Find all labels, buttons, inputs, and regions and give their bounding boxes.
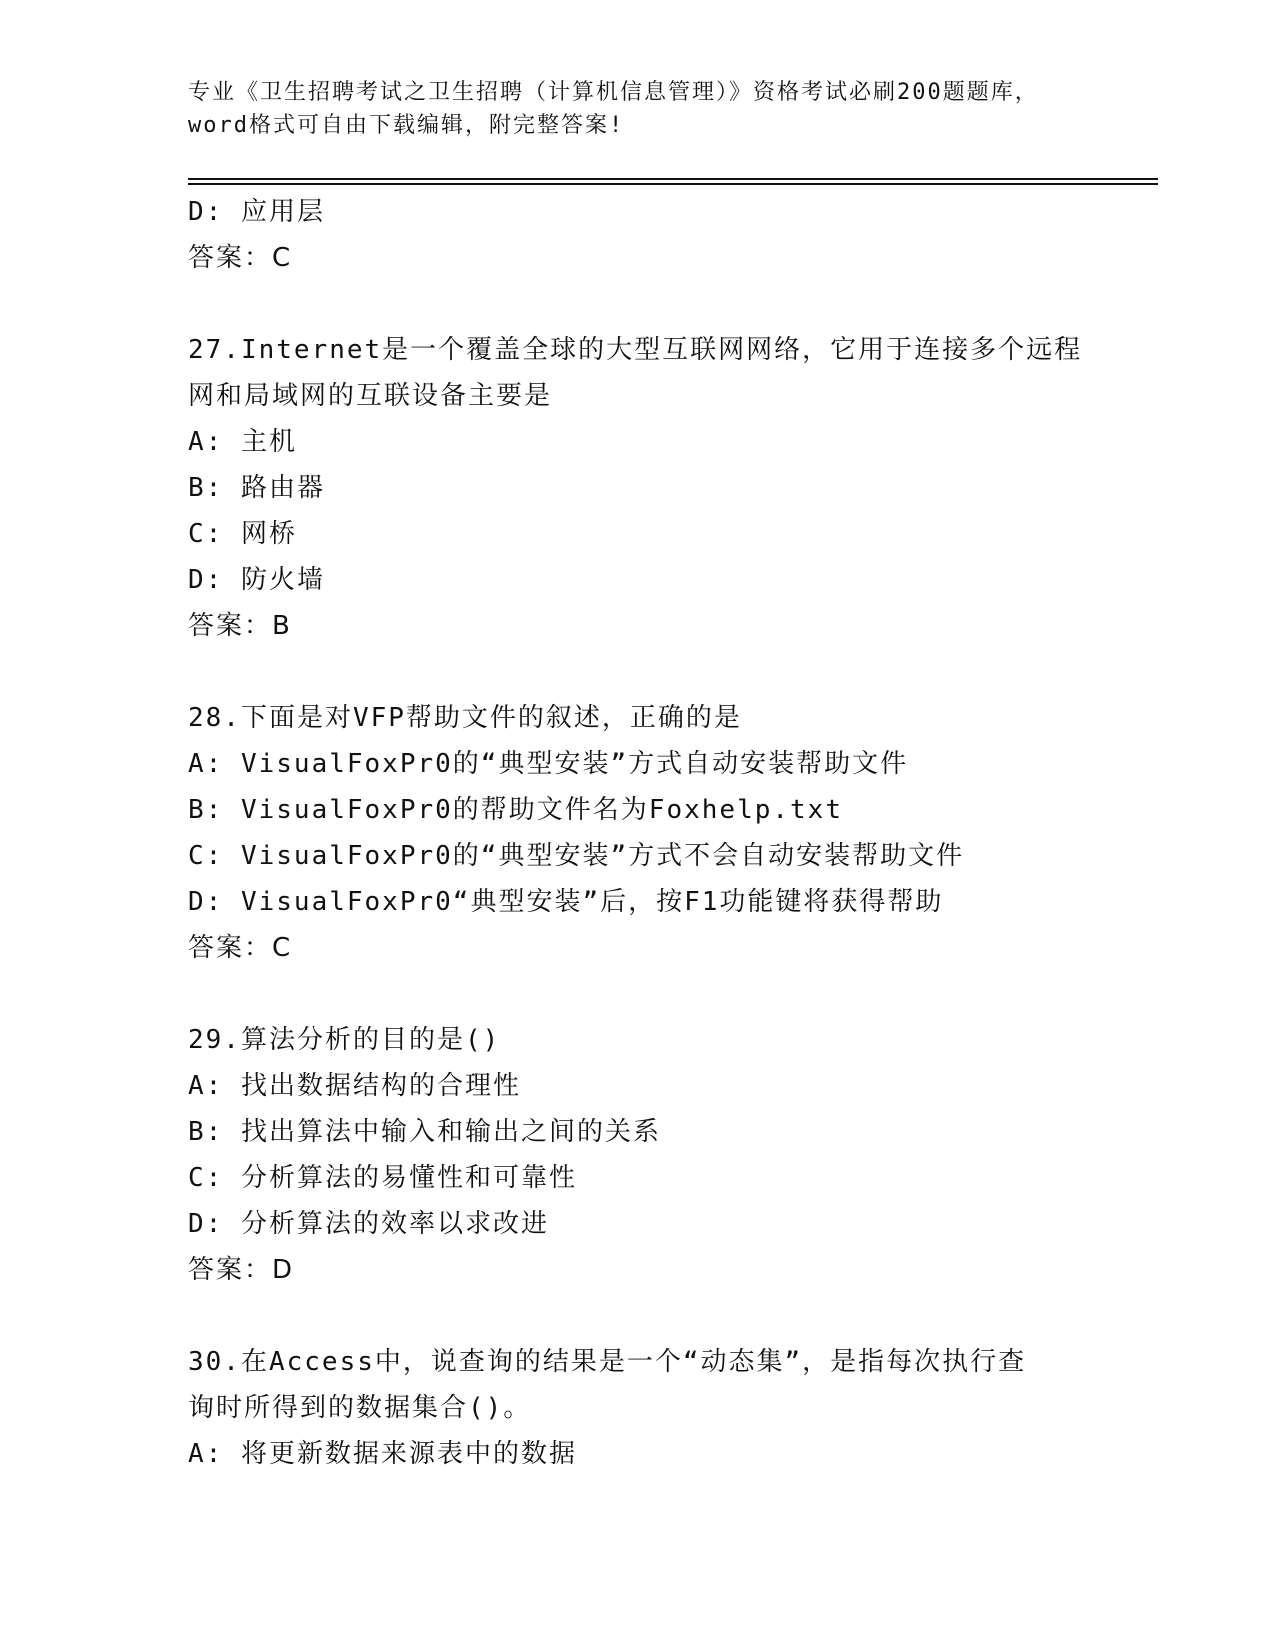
question-28 [188,695,1088,971]
answer-label: 答案：C [188,933,293,963]
question-26-tail [188,189,1088,281]
option-a: A: 将更新数据来源表中的数据 [188,1439,577,1469]
header-divider-top [188,178,1158,180]
header-title-line-2: word格式可自由下载编辑，附完整答案! [188,113,625,138]
answer-label: 答案：D [188,1255,295,1285]
option-c: C: VisualFoxPr0的“典型安装”方式不会自动安装帮助文件 [188,841,965,871]
question-list [188,189,1088,1477]
option-b: B: 找出算法中输入和输出之间的关系 [188,1117,661,1147]
header-divider-bottom [188,183,1158,185]
option-a: A: 找出数据结构的合理性 [188,1071,521,1101]
question-stem: 27.Internet是一个覆盖全球的大型互联网网络，它用于连接多个远程 [188,335,1083,365]
document-header [188,76,1088,142]
question-stem: 29.算法分析的目的是() [188,1025,501,1055]
question-gap [188,971,1088,1017]
answer-label: 答案：C [188,243,293,273]
option-c: C: 网桥 [188,519,297,549]
question-gap [188,281,1088,327]
question-30 [188,1339,1088,1477]
option-b: B: VisualFoxPr0的帮助文件名为Foxhelp.txt [188,795,843,825]
option-c: C: 分析算法的易懂性和可靠性 [188,1163,577,1193]
option-d: D: 防火墙 [188,565,325,595]
option-d: D: VisualFoxPr0“典型安装”后，按F1功能键将获得帮助 [188,887,944,917]
option-a: A: 主机 [188,427,297,457]
question-gap [188,649,1088,695]
option-d: D: 分析算法的效率以求改进 [188,1209,549,1239]
header-title-line-1: 专业《卫生招聘考试之卫生招聘（计算机信息管理）》资格考试必刷200题题库， [188,80,1039,105]
question-gap [188,1293,1088,1339]
question-stem-continued: 网和局域网的互联设备主要是 [188,381,553,411]
option-b: B: 路由器 [188,473,325,503]
question-27 [188,327,1088,649]
option-a: A: VisualFoxPr0的“典型安装”方式自动安装帮助文件 [188,749,909,779]
question-stem: 30.在Access中，说查询的结果是一个“动态集”，是指每次执行查 [188,1347,1027,1377]
option-d: D: 应用层 [188,197,325,227]
question-stem: 28.下面是对VFP帮助文件的叙述，正确的是 [188,703,742,733]
question-29 [188,1017,1088,1293]
answer-label: 答案：B [188,611,292,641]
question-stem-continued: 询时所得到的数据集合()。 [188,1393,532,1423]
